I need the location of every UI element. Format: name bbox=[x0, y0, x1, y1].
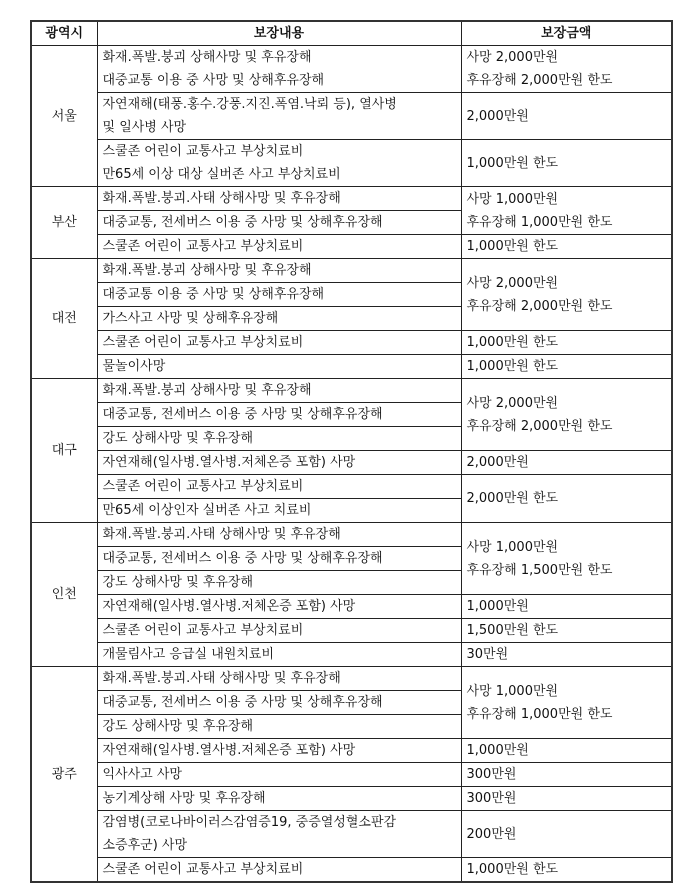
table-row bbox=[31, 475, 672, 499]
coverage-cell: 자연재해(일사병.열사병.저체온증 포함) 사망 bbox=[97, 595, 461, 619]
coverage-cell: 대중교통 이용 중 사망 및 상해후유장해 bbox=[97, 283, 461, 307]
table-row bbox=[31, 140, 672, 187]
amount-cell: 1,500만원 한도 bbox=[461, 619, 672, 643]
amount-cell: 1,000만원 한도 bbox=[461, 858, 672, 883]
region-cell: 광주 bbox=[31, 667, 97, 883]
coverage-cell: 스쿨존 어린이 교통사고 부상치료비 bbox=[97, 858, 461, 883]
coverage-cell: 대중교통, 전세버스 이용 중 사망 및 상해후유장해 bbox=[97, 691, 461, 715]
amount-cell: 300만원 bbox=[461, 787, 672, 811]
coverage-cell: 자연재해(태풍.홍수.강풍.지진.폭염.낙뢰 등), 열사병 및 일사병 사망 bbox=[97, 93, 461, 140]
table-row bbox=[31, 259, 672, 283]
coverage-cell: 자연재해(일사병.열사병.저체온증 포함) 사망 bbox=[97, 451, 461, 475]
table-row bbox=[31, 93, 672, 140]
amount-cell: 1,000만원 bbox=[461, 595, 672, 619]
amount-cell: 사망 2,000만원 후유장해 2,000만원 한도 bbox=[461, 379, 672, 451]
region-cell: 인천 bbox=[31, 523, 97, 667]
table-row bbox=[31, 379, 672, 403]
coverage-cell: 스쿨존 어린이 교통사고 부상치료비 bbox=[97, 331, 461, 355]
table-body bbox=[31, 46, 672, 883]
coverage-cell: 스쿨존 어린이 교통사고 부상치료비 bbox=[97, 235, 461, 259]
amount-cell: 사망 1,000만원 후유장해 1,000만원 한도 bbox=[461, 187, 672, 235]
coverage-cell: 스쿨존 어린이 교통사고 부상치료비 만65세 이상 대상 실버존 사고 부상치료비 bbox=[97, 140, 461, 187]
header-amount: 보장금액 bbox=[461, 21, 672, 46]
coverage-cell: 강도 상해사망 및 후유장해 bbox=[97, 571, 461, 595]
coverage-cell: 자연재해(일사병.열사병.저체온증 포함) 사망 bbox=[97, 739, 461, 763]
table-row bbox=[31, 331, 672, 355]
coverage-cell: 화재.폭발.붕괴.사태 상해사망 및 후유장해 bbox=[97, 187, 461, 211]
amount-cell: 1,000만원 한도 bbox=[461, 355, 672, 379]
coverage-cell: 화재.폭발.붕괴 상해사망 및 후유장해 bbox=[97, 259, 461, 283]
coverage-table bbox=[30, 20, 673, 883]
coverage-cell: 스쿨존 어린이 교통사고 부상치료비 bbox=[97, 475, 461, 499]
amount-cell: 2,000만원 bbox=[461, 93, 672, 140]
coverage-cell: 물놀이사망 bbox=[97, 355, 461, 379]
region-cell: 서울 bbox=[31, 46, 97, 187]
coverage-cell: 대중교통, 전세버스 이용 중 사망 및 상해후유장해 bbox=[97, 547, 461, 571]
table-row bbox=[31, 811, 672, 858]
coverage-cell: 화재.폭발.붕괴 상해사망 및 후유장해 대중교통 이용 중 사망 및 상해후유장해 bbox=[97, 46, 461, 93]
coverage-cell: 만65세 이상인자 실버존 사고 치료비 bbox=[97, 499, 461, 523]
table-row bbox=[31, 46, 672, 93]
table-row bbox=[31, 355, 672, 379]
amount-cell: 1,000만원 한도 bbox=[461, 331, 672, 355]
coverage-cell: 대중교통, 전세버스 이용 중 사망 및 상해후유장해 bbox=[97, 403, 461, 427]
coverage-cell: 대중교통, 전세버스 이용 중 사망 및 상해후유장해 bbox=[97, 211, 461, 235]
region-cell: 대전 bbox=[31, 259, 97, 379]
table-row bbox=[31, 595, 672, 619]
coverage-cell: 가스사고 사망 및 상해후유장해 bbox=[97, 307, 461, 331]
header-region: 광역시 bbox=[31, 21, 97, 46]
amount-cell: 사망 1,000만원 후유장해 1,500만원 한도 bbox=[461, 523, 672, 595]
amount-cell: 2,000만원 bbox=[461, 451, 672, 475]
coverage-cell: 스쿨존 어린이 교통사고 부상치료비 bbox=[97, 619, 461, 643]
amount-cell: 사망 1,000만원 후유장해 1,000만원 한도 bbox=[461, 667, 672, 739]
amount-cell: 사망 2,000만원 후유장해 2,000만원 한도 bbox=[461, 46, 672, 93]
header-row bbox=[31, 21, 672, 46]
table-row bbox=[31, 451, 672, 475]
coverage-cell: 강도 상해사망 및 후유장해 bbox=[97, 715, 461, 739]
table-row bbox=[31, 643, 672, 667]
amount-cell: 2,000만원 한도 bbox=[461, 475, 672, 523]
region-cell: 부산 bbox=[31, 187, 97, 259]
amount-cell: 300만원 bbox=[461, 763, 672, 787]
region-cell: 대구 bbox=[31, 379, 97, 523]
coverage-cell: 익사사고 사망 bbox=[97, 763, 461, 787]
coverage-cell: 화재.폭발.붕괴 상해사망 및 후유장해 bbox=[97, 379, 461, 403]
coverage-cell: 강도 상해사망 및 후유장해 bbox=[97, 427, 461, 451]
table-row bbox=[31, 523, 672, 547]
table-row bbox=[31, 667, 672, 691]
coverage-cell: 감염병(코로나바이러스감염증19, 중증열성혈소판감 소증후군) 사망 bbox=[97, 811, 461, 858]
table-row bbox=[31, 763, 672, 787]
amount-cell: 200만원 bbox=[461, 811, 672, 858]
amount-cell: 사망 2,000만원 후유장해 2,000만원 한도 bbox=[461, 259, 672, 331]
coverage-cell: 개물림사고 응급실 내원치료비 bbox=[97, 643, 461, 667]
table-row bbox=[31, 235, 672, 259]
table-row bbox=[31, 619, 672, 643]
coverage-cell: 화재.폭발.붕괴.사태 상해사망 및 후유장해 bbox=[97, 523, 461, 547]
amount-cell: 1,000만원 bbox=[461, 739, 672, 763]
coverage-cell: 화재.폭발.붕괴.사태 상해사망 및 후유장해 bbox=[97, 667, 461, 691]
header-coverage: 보장내용 bbox=[97, 21, 461, 46]
table-row bbox=[31, 787, 672, 811]
coverage-cell: 농기계상해 사망 및 후유장해 bbox=[97, 787, 461, 811]
amount-cell: 30만원 bbox=[461, 643, 672, 667]
amount-cell: 1,000만원 한도 bbox=[461, 140, 672, 187]
table-row bbox=[31, 858, 672, 883]
table-row bbox=[31, 739, 672, 763]
table-row bbox=[31, 187, 672, 211]
amount-cell: 1,000만원 한도 bbox=[461, 235, 672, 259]
